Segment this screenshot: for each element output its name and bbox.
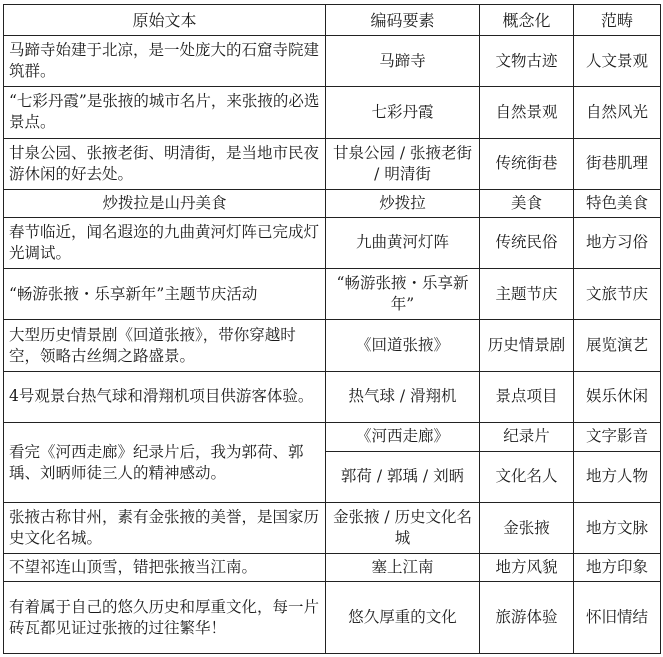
code-cell: 七彩丹霞 — [326, 87, 480, 138]
concept-cell: 景点项目 — [480, 371, 574, 422]
header-original-text: 原始文本 — [4, 5, 326, 36]
original-text-cell: 张掖古称甘州，素有金张掖的美誉，是国家历史文化名城。 — [4, 503, 326, 554]
coding-table — [3, 4, 661, 654]
original-text-cell: 春节临近，闻名遐迩的九曲黄河灯阵已完成灯光调试。 — [4, 217, 326, 268]
category-cell: 人文景观 — [574, 36, 661, 87]
code-cell: 九曲黄河灯阵 — [326, 217, 480, 268]
original-text-cell: 炒拨拉是山丹美食 — [4, 189, 326, 217]
header-coding-element: 编码要素 — [326, 5, 480, 36]
code-cell: 甘泉公园 / 张掖老街 / 明清街 — [326, 138, 480, 189]
concept-cell: 旅游体验 — [480, 582, 574, 654]
concept-cell: 美食 — [480, 189, 574, 217]
category-cell: 文字影音 — [574, 423, 661, 452]
code-cell: 金张掖 / 历史文化名城 — [326, 503, 480, 554]
table-row — [4, 36, 661, 87]
original-text-cell: “畅游张掖・乐享新年”主题节庆活动 — [4, 269, 326, 320]
code-cell: “畅游张掖・乐享新年” — [326, 269, 480, 320]
table-row — [4, 554, 661, 582]
table-row — [4, 87, 661, 138]
original-text-cell: 有着属于自己的悠久历史和厚重文化，每一片砖瓦都见证过张掖的过往繁华！ — [4, 582, 326, 654]
category-cell: 展览演艺 — [574, 320, 661, 371]
concept-cell: 地方风貌 — [480, 554, 574, 582]
concept-cell: 主题节庆 — [480, 269, 574, 320]
table-row — [4, 138, 661, 189]
category-cell: 地方习俗 — [574, 217, 661, 268]
category-cell: 娱乐休闲 — [574, 371, 661, 422]
original-text-cell: 4号观景台热气球和滑翔机项目供游客体验。 — [4, 371, 326, 422]
original-text-cell: 看完《河西走廊》纪录片后，我为郭荷、郭瑀、刘昞师徒三人的精神感动。 — [4, 423, 326, 503]
table-row — [4, 371, 661, 422]
code-cell: 塞上江南 — [326, 554, 480, 582]
code-cell: 《河西走廊》 — [326, 423, 480, 452]
concept-cell: 文化名人 — [480, 451, 574, 502]
category-cell: 文旅节庆 — [574, 269, 661, 320]
table-row — [4, 423, 661, 452]
concept-cell: 传统民俗 — [480, 217, 574, 268]
header-conceptualization: 概念化 — [480, 5, 574, 36]
table-row — [4, 217, 661, 268]
header-category: 范畴 — [574, 5, 661, 36]
code-cell: 炒拨拉 — [326, 189, 480, 217]
category-cell: 怀旧情结 — [574, 582, 661, 654]
table-row — [4, 269, 661, 320]
original-text-cell: 甘泉公园、张掖老街、明清街，是当地市民夜游休闲的好去处。 — [4, 138, 326, 189]
concept-cell: 传统街巷 — [480, 138, 574, 189]
category-cell: 街巷肌理 — [574, 138, 661, 189]
code-cell: 悠久厚重的文化 — [326, 582, 480, 654]
table-header-row — [4, 5, 661, 36]
concept-cell: 文物古迹 — [480, 36, 574, 87]
original-text-cell: 大型历史情景剧《回道张掖》，带你穿越时空，领略古丝绸之路盛景。 — [4, 320, 326, 371]
code-cell: 热气球 / 滑翔机 — [326, 371, 480, 422]
category-cell: 地方文脉 — [574, 503, 661, 554]
table-row — [4, 320, 661, 371]
table-row — [4, 189, 661, 217]
concept-cell: 历史情景剧 — [480, 320, 574, 371]
original-text-cell: “七彩丹霞”是张掖的城市名片，来张掖的必选景点。 — [4, 87, 326, 138]
code-cell: 郭荷 / 郭瑀 / 刘昞 — [326, 451, 480, 502]
category-cell: 特色美食 — [574, 189, 661, 217]
code-cell: 《回道张掖》 — [326, 320, 480, 371]
original-text-cell: 不望祁连山顶雪，错把张掖当江南。 — [4, 554, 326, 582]
category-cell: 自然风光 — [574, 87, 661, 138]
table-row — [4, 503, 661, 554]
concept-cell: 纪录片 — [480, 423, 574, 452]
category-cell: 地方印象 — [574, 554, 661, 582]
category-cell: 地方人物 — [574, 451, 661, 502]
original-text-cell: 马蹄寺始建于北凉，是一处庞大的石窟寺院建筑群。 — [4, 36, 326, 87]
concept-cell: 金张掖 — [480, 503, 574, 554]
table-row — [4, 582, 661, 654]
code-cell: 马蹄寺 — [326, 36, 480, 87]
concept-cell: 自然景观 — [480, 87, 574, 138]
